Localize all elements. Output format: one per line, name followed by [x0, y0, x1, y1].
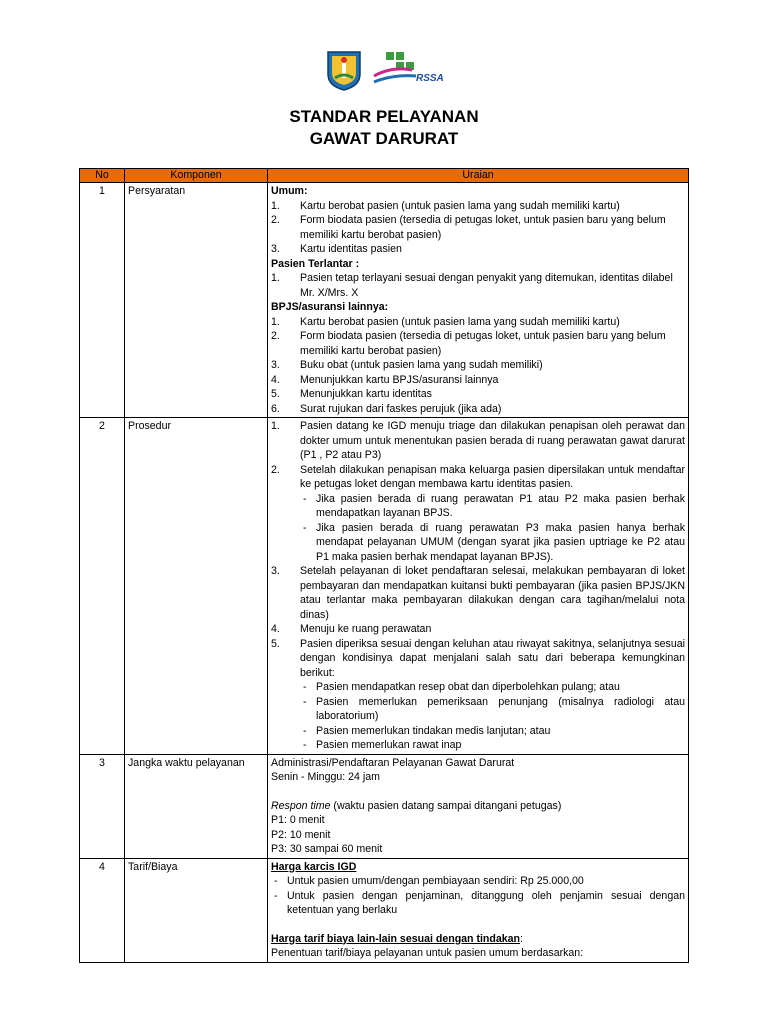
row-komponen: Persyaratan	[125, 183, 268, 418]
row-number: 3	[80, 754, 125, 858]
table-row	[80, 754, 689, 858]
terlantar-list	[271, 271, 685, 300]
umum-list	[271, 199, 685, 257]
standard-service-table	[79, 168, 689, 963]
header-logos	[324, 48, 446, 92]
row-uraian	[268, 418, 689, 755]
page-title	[0, 106, 768, 150]
prosedur-sublist	[271, 680, 685, 753]
column-header-uraian: Uraian	[268, 169, 689, 183]
text-line: Penentuan tarif/biaya pelayanan untuk pasien umum berdasarkan:	[271, 947, 584, 959]
list-item: 1. Pasien tetap terlayani sesuai dengan penyakit yang ditemukan, identitas dilabel Mr. X/Mrs. X	[271, 272, 673, 299]
text-line: Administrasi/Pendaftaran Pelayanan Gawat Darurat	[271, 756, 515, 769]
title-line-2: GAWAT DARURAT	[309, 129, 459, 148]
list-item: - Pasien memerlukan rawat inap	[300, 738, 685, 753]
column-header-komponen: Komponen	[125, 169, 268, 183]
list-item: - Pasien memerlukan pemeriksaan penunjang (misalnya radiologi atau laboratorium)	[300, 695, 685, 724]
list-item: 1. Kartu berobat pasien (untuk pasien lama yang sudah memiliki kartu)	[271, 199, 620, 212]
respon-time-line: Respon time (waktu pasien datang sampai ditangani petugas)	[271, 799, 562, 812]
bpjs-list	[271, 315, 685, 417]
list-item: 3. Kartu identitas pasien	[271, 243, 402, 255]
section-heading: BPJS/asuransi lainnya:	[271, 301, 389, 313]
row-komponen: Prosedur	[125, 418, 268, 755]
list-item: 3. Buku obat (untuk pasien lama yang sudah memiliki)	[271, 359, 543, 371]
table-row	[80, 183, 689, 418]
rssa-hospital-logo	[372, 48, 446, 92]
list-item: 1. Pasien datang ke IGD menuju triage dan dilakukan penapisan oleh perawat dan dokter umum untuk menentukan pasien berada di ruang perawatan gawat darurat (P1 , P2 atau P3)	[271, 420, 685, 461]
section-heading: Umum:	[271, 185, 308, 197]
text-line: P2: 10 menit	[271, 828, 331, 841]
row-number: 1	[80, 183, 125, 418]
row-uraian	[268, 858, 689, 962]
section-heading: Harga karcis IGD	[271, 860, 357, 873]
column-header-no: No	[80, 169, 125, 183]
list-item: - Pasien mendapatkan resep obat dan diperbolehkan pulang; atau	[300, 680, 685, 695]
list-item: 2. Form biodata pasien (tersedia di petugas loket, untuk pasien baru yang belum memiliki kartu berobat pasien)	[271, 330, 666, 357]
prosedur-list	[271, 419, 685, 492]
table-row	[80, 418, 689, 755]
list-item: - Untuk pasien dengan penjaminan, ditanggung oleh penjamin sesuai dengan ketentuan yang berlaku	[271, 889, 685, 918]
table-header-row	[80, 169, 689, 183]
list-item: 4. Menunjukkan kartu BPJS/asuransi lainnya	[271, 373, 499, 386]
east-java-emblem-logo	[324, 48, 364, 92]
table-row	[80, 858, 689, 962]
prosedur-sublist	[271, 492, 685, 565]
list-item: 3. Setelah pelayanan di loket pendaftaran selesai, melakukan pembayaran di loket pembayaran dan mendapatkan kuitansi bukti pembayaran (jika pasien BPJS/JKN atau terlantar maka pembayaran dilakukan dengan cara tagihan/melalui nota dinas)	[271, 565, 685, 621]
karcis-list	[271, 874, 685, 918]
list-item: 6. Surat rujukan dari faskes perujuk (jika ada)	[271, 402, 502, 415]
list-item: 2. Setelah dilakukan penapisan maka keluarga pasien dipersilakan untuk mendaftar ke petugas loket dengan membawa kartu identitas pasien.	[271, 463, 685, 490]
text-line: Senin - Minggu: 24 jam	[271, 771, 380, 783]
text-line: P3: 30 sampai 60 menit	[271, 843, 383, 855]
list-item: 5. Pasien diperiksa sesuai dengan keluhan atau riwayat sakitnya, selanjutnya sesuai dengan kondisinya dapat menjalani salah satu dari beberapa kemungkinan berikut:	[271, 637, 685, 679]
section-heading-lain: Harga tarif biaya lain-lain sesuai dengan tindakan:	[271, 932, 523, 945]
list-item: - Jika pasien berada di ruang perawatan P1 atau P2 maka pasien berhak mendapatkan layanan BPJS.	[300, 492, 685, 521]
row-uraian	[268, 183, 689, 418]
list-item: - Pasien memerlukan tindakan medis lanjutan; atau	[300, 724, 685, 739]
list-item: 5. Menunjukkan kartu identitas	[271, 388, 432, 400]
row-number: 2	[80, 418, 125, 755]
rssa-logo-text: RSSA	[416, 73, 444, 84]
list-item: - Jika pasien berada di ruang perawatan P3 maka pasien hanya berhak mendapat pelayanan UMUM (dengan syarat jika pasien uptriage ke P2 atau P1 maka pasien berhak mendapat layanan BPJS).	[300, 521, 685, 565]
row-komponen: Jangka waktu pelayanan	[125, 754, 268, 858]
title-line-1: STANDAR PELAYANAN	[289, 107, 479, 126]
row-komponen: Tarif/Biaya	[125, 858, 268, 962]
list-item: - Untuk pasien umum/dengan pembiayaan sendiri: Rp 25.000,00	[271, 874, 685, 889]
list-item: 1. Kartu berobat pasien (untuk pasien lama yang sudah memiliki kartu)	[271, 315, 620, 328]
list-item: 2. Form biodata pasien (tersedia di petugas loket, untuk pasien baru yang belum memiliki kartu berobat pasien)	[271, 214, 666, 241]
text-line: P1: 0 menit	[271, 814, 325, 826]
row-uraian	[268, 754, 689, 858]
list-item: 4. Menuju ke ruang perawatan	[271, 623, 432, 635]
prosedur-list-cont	[271, 564, 685, 680]
section-heading: Pasien Terlantar :	[271, 257, 360, 270]
row-number: 4	[80, 858, 125, 962]
